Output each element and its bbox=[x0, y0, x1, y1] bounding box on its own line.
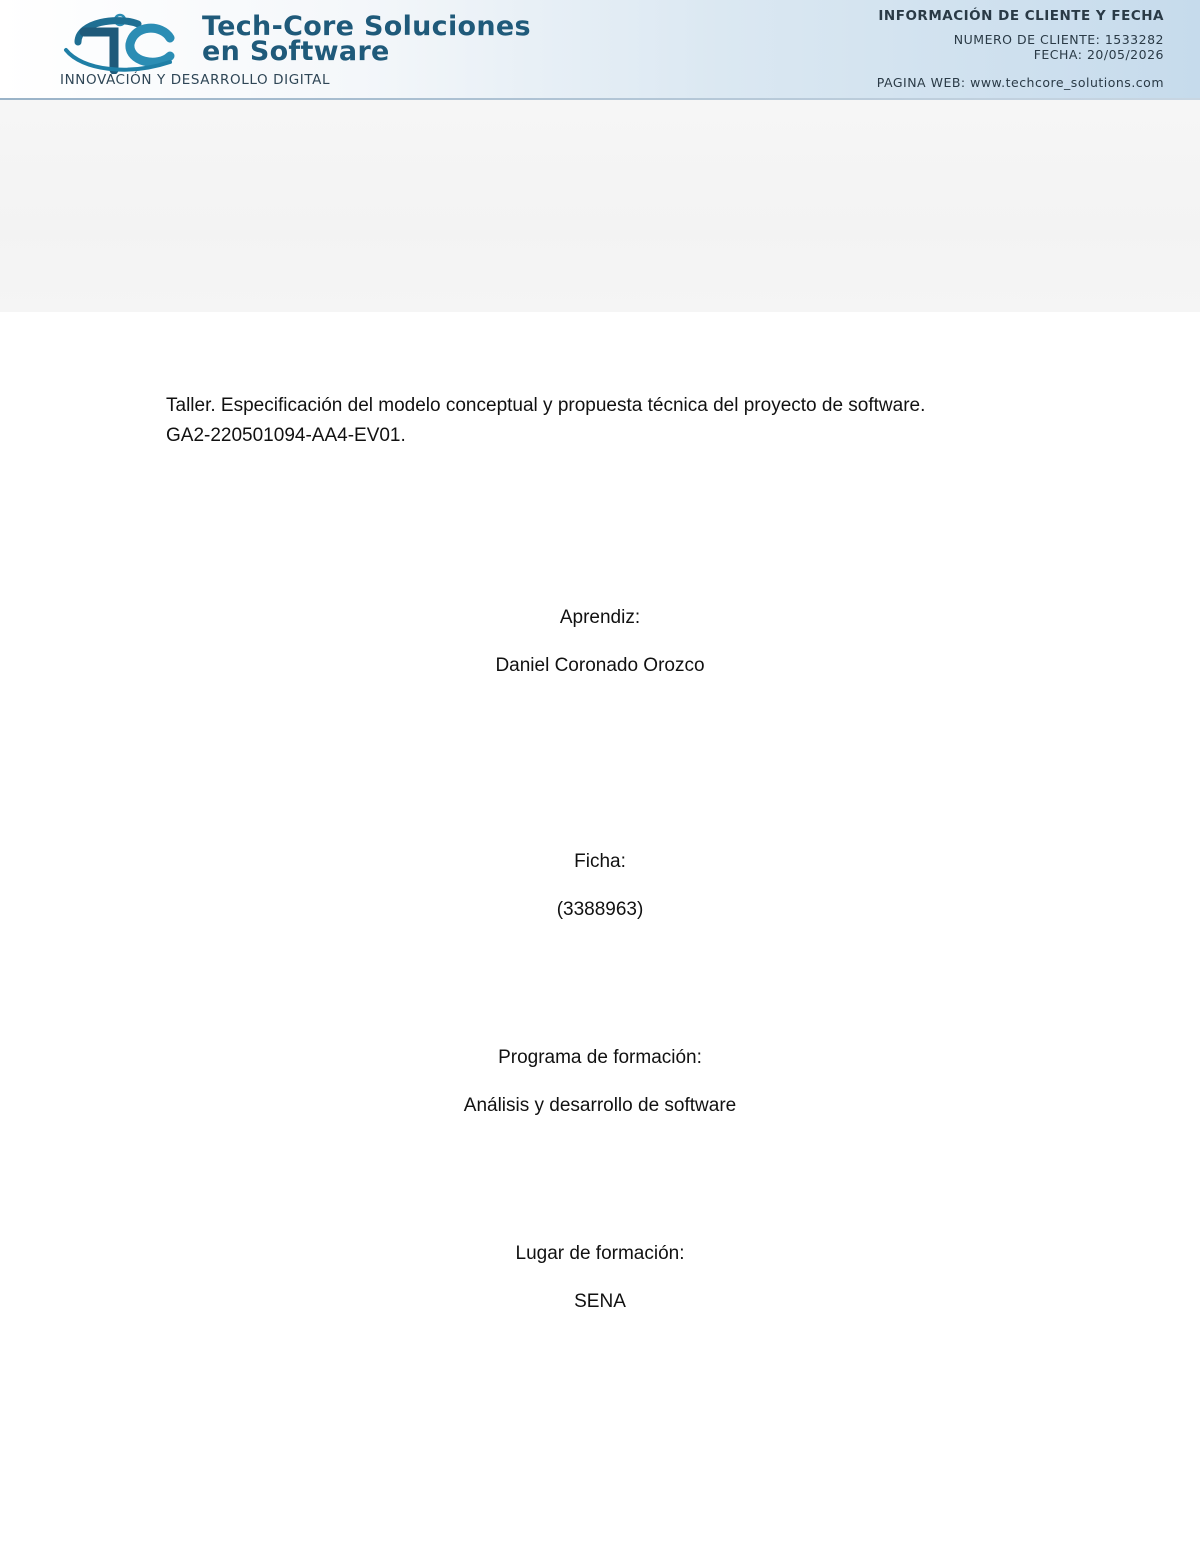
ficha-section bbox=[300, 849, 900, 923]
ficha-number: (3388963) bbox=[556, 899, 644, 920]
ficha-label: Ficha: bbox=[574, 851, 626, 872]
program-label: Programa de formación: bbox=[498, 1047, 702, 1068]
apprentice-label: Aprendiz: bbox=[559, 607, 641, 628]
place-label: Lugar de formación: bbox=[515, 1243, 685, 1264]
letterhead-banner bbox=[0, 0, 1200, 100]
place-name: SENA bbox=[574, 1291, 626, 1312]
company-logo-icon bbox=[58, 10, 178, 74]
client-number: NUMERO DE CLIENTE: 1533282 bbox=[953, 32, 1164, 47]
program-name: Análisis y desarrollo de software bbox=[463, 1095, 737, 1116]
company-name-line2: en Software bbox=[202, 36, 390, 67]
place-section bbox=[300, 1241, 900, 1315]
document-title-line1: Taller. Especificación del modelo conceptual y propuesta técnica del proyecto de software. bbox=[166, 395, 926, 416]
company-website: PAGINA WEB: www.techcore_solutions.com bbox=[876, 75, 1164, 90]
document-title-line2: GA2-220501094-AA4-EV01. bbox=[166, 425, 406, 446]
client-info-heading: INFORMACIÓN DE CLIENTE Y FECHA bbox=[878, 8, 1164, 24]
apprentice-name: Daniel Coronado Orozco bbox=[495, 655, 705, 676]
company-name bbox=[202, 11, 722, 67]
company-name-line1: Tech-Core Soluciones bbox=[202, 11, 531, 42]
apprentice-section bbox=[300, 605, 900, 679]
client-info-block bbox=[724, 8, 1164, 90]
document-title bbox=[166, 391, 1066, 451]
program-section bbox=[300, 1045, 900, 1119]
client-date: FECHA: 20/05/2026 bbox=[1033, 47, 1164, 62]
company-tagline: INNOVACIÓN Y DESARROLLO DIGITAL bbox=[60, 72, 331, 88]
header-background-band bbox=[0, 100, 1200, 312]
